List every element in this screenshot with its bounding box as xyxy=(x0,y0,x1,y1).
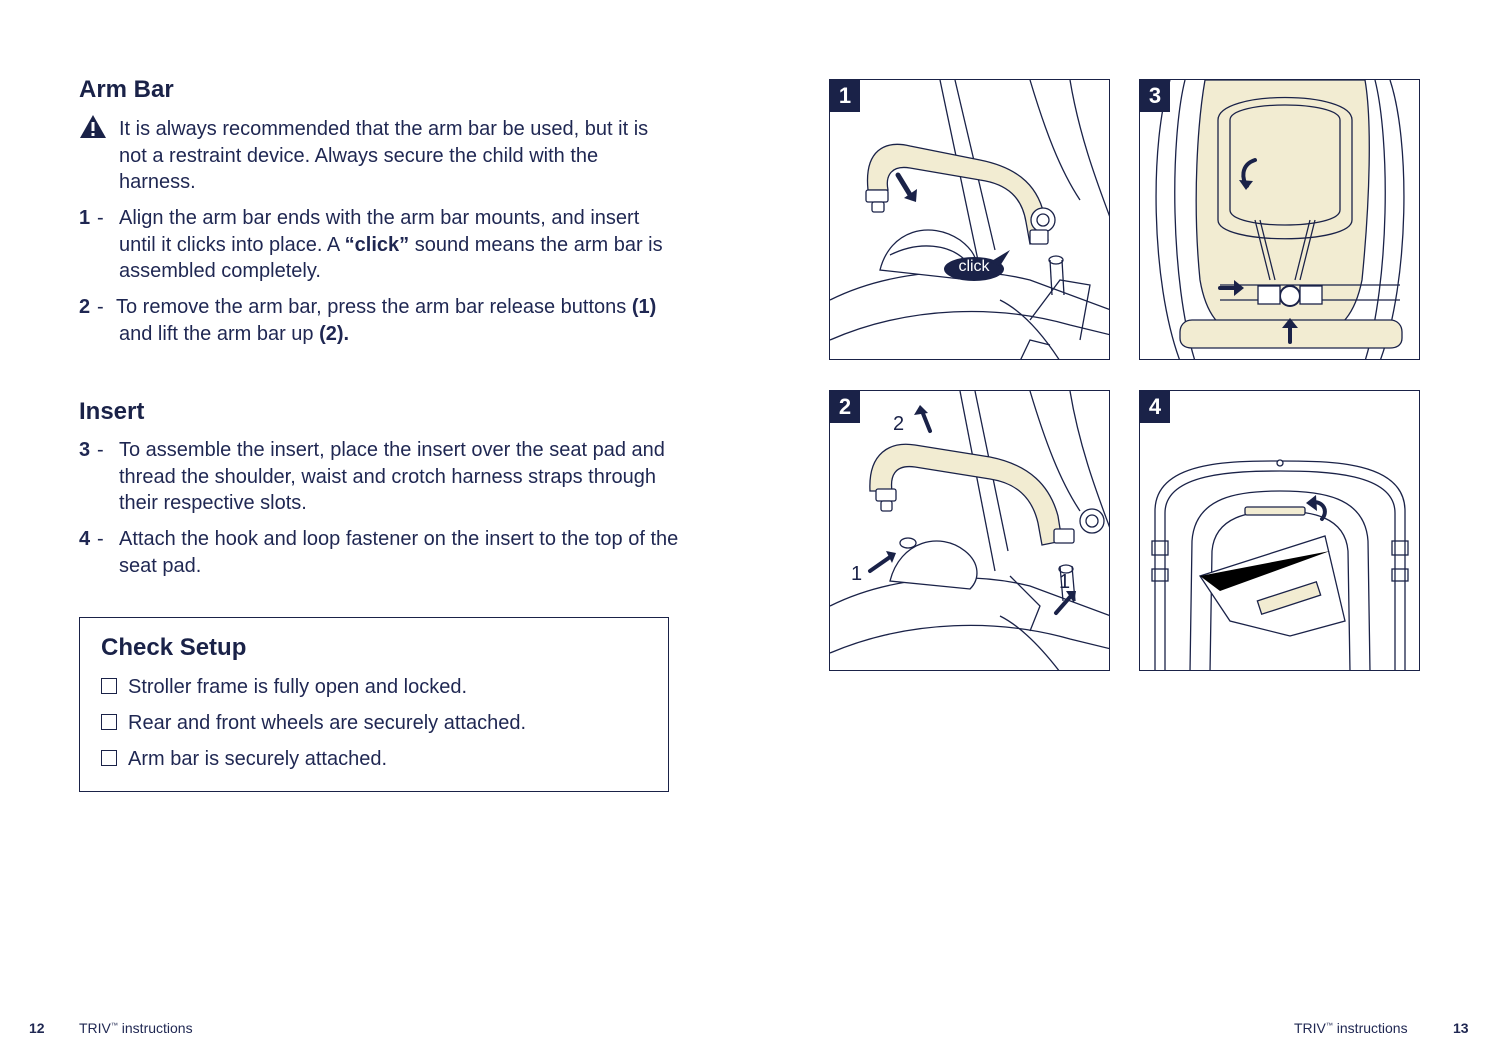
step-3-text: To assemble the insert, place the insert over the seat pad and thread the shoulder, waist and crotch harness straps through their respective slots. xyxy=(119,439,665,514)
checkbox[interactable] xyxy=(101,714,117,730)
figure-4-illustration xyxy=(1140,391,1420,671)
page-number-right: 13 xyxy=(1453,1020,1469,1036)
click-bubble-label: click xyxy=(958,258,990,275)
checklist-item[interactable]: Rear and front wheels are securely attached. xyxy=(101,712,526,735)
figure-1-illustration xyxy=(830,80,1110,360)
figure-3-illustration xyxy=(1140,80,1420,360)
ref-1: (1) xyxy=(631,296,657,318)
page-number-left: 12 xyxy=(29,1020,45,1036)
step-1-number: 1 xyxy=(79,207,91,229)
step-dash: - xyxy=(97,296,104,318)
ref-2: (2). xyxy=(319,322,350,345)
checkbox[interactable] xyxy=(101,750,117,766)
check-setup-title: Check Setup xyxy=(101,634,247,661)
figure-number: 2 xyxy=(830,391,860,423)
lift-label: 2 xyxy=(893,413,905,435)
section-title-arm-bar: Arm Bar xyxy=(79,76,174,103)
step-1 xyxy=(79,205,679,285)
click-word: “click” xyxy=(344,233,410,256)
warning-text: It is always recommended that the arm bar be used, but it is not a restraint device. Always secure the child with the harness. xyxy=(119,118,649,193)
release-button-label-right: 1 xyxy=(1059,571,1071,593)
step-dash: - xyxy=(97,528,104,550)
step-3-number: 3 xyxy=(79,439,91,461)
step-4-number: 4 xyxy=(79,528,91,550)
figure-1 xyxy=(829,79,1110,360)
checklist-item[interactable]: Arm bar is securely attached. xyxy=(101,748,387,771)
figure-2-illustration xyxy=(830,391,1110,671)
warning-paragraph xyxy=(79,116,679,196)
release-button-label-left: 1 xyxy=(851,563,863,585)
step-4 xyxy=(79,526,679,579)
figure-4 xyxy=(1139,390,1420,671)
figure-2 xyxy=(829,390,1110,671)
step-2-number: 2 xyxy=(79,296,91,318)
step-dash: - xyxy=(97,439,104,461)
warning-triangle-icon xyxy=(79,114,107,139)
checkbox[interactable] xyxy=(101,678,117,694)
footer-title-right: TRIV™ instructions xyxy=(1294,1020,1408,1036)
step-1-text: Align the arm bar ends with the arm bar mounts, and insert until it clicks into place. A “click” sound means the arm bar is assembled completely. xyxy=(119,207,663,282)
figure-3 xyxy=(1139,79,1420,360)
step-2-text: To remove the arm bar, press the arm bar release buttons (1) and lift the arm bar up (2). xyxy=(116,296,657,345)
footer-title-left: TRIV™ instructions xyxy=(79,1020,193,1036)
step-2 xyxy=(79,294,679,347)
section-title-insert: Insert xyxy=(79,398,145,425)
checklist-item[interactable]: Stroller frame is fully open and locked. xyxy=(101,676,467,699)
step-dash: - xyxy=(97,207,104,229)
figure-number: 4 xyxy=(1140,391,1170,423)
figure-number: 1 xyxy=(830,80,860,112)
step-3 xyxy=(79,437,679,517)
check-setup-box xyxy=(79,617,669,792)
figure-number: 3 xyxy=(1140,80,1170,112)
step-4-text: Attach the hook and loop fastener on the insert to the top of the seat pad. xyxy=(119,528,679,577)
